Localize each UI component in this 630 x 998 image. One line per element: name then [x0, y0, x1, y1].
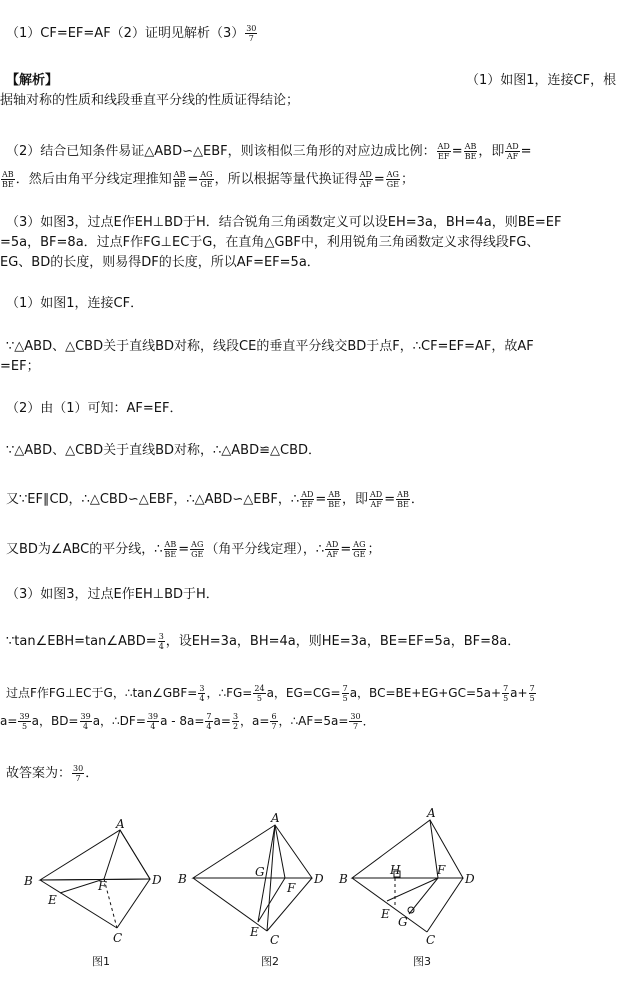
analysis-1-right: （1）如图1，连接CF，根	[466, 73, 617, 88]
figure-2	[193, 825, 312, 931]
label-h-fig3: H	[390, 863, 401, 877]
frac-ag-ge: $\frac{AG}{GE}$	[200, 170, 213, 189]
solution-1-head: （1）如图1，连接CF．	[6, 296, 144, 311]
label-b-fig2: B	[178, 872, 187, 886]
frac-ab-be-2: $\frac{AB}{BE}$	[2, 170, 14, 189]
solution-3-head: （3）如图3，过点E作EH⊥BD于H．	[6, 587, 219, 602]
solution-2-line3: 又BD为∠ABC的平分线，∴ $\frac{AB}{BE}$ = $\frac{AG}{GE}$ （角平分线定理），∴ $\frac{AD}{AF}$ = $\frac{AG}{GE}$ ；	[6, 540, 381, 559]
label-b-fig1: B	[24, 874, 33, 888]
label-f-fig2: F	[287, 881, 296, 895]
frac-ab-be: $\frac{AB}{BE}$	[464, 142, 477, 161]
analysis-3-line2: =5a，BF=8a．过点F作FG⊥EC于G，在直角△GBF中，利用锐角三角函数定义求得线段FG、	[0, 235, 540, 250]
label-g-fig3: G	[398, 915, 408, 929]
analysis-3-line3: EG、BD的长度，则易得DF的长度，所以AF=EF=5a．	[0, 255, 320, 270]
analysis-3-line1: （3）如图3，过点E作EH⊥BD于H．结合锐角三角函数定义可以设EH=3a，BH=4a，则BE=EF	[6, 215, 562, 230]
solution-1-line2: =EF；	[0, 359, 40, 374]
label-d-fig2: D	[314, 872, 324, 886]
solution-1-line1: ∵△ABD、△CBD关于直线BD对称，线段CE的垂直平分线交BD于点F，∴CF=EF=AF，故AF	[6, 339, 534, 354]
solution-3-line3: a= $\frac{39}{5}$ a，BD= $\frac{39}{4}$ a，∴DF= $\frac{39}{4}$ a - 8a= $\frac{7}{4}$ a= $\frac{3}{2}$ ，a= $\frac{6}{7}$ ，∴AF=5a= $\frac{30}{7}$ ．	[0, 712, 375, 731]
figure-1	[40, 830, 150, 928]
solution-3-line1: ∵tan∠EBH=tan∠ABD= $\frac{3}{4}$ ，设EH=3a，BH=4a，则HE=3a，BE=EF=5a，BF=8a．	[6, 632, 521, 651]
caption-fig1: 图1	[92, 955, 110, 968]
label-b-fig3: B	[339, 872, 348, 886]
frac-ad-ef: $\frac{AD}{EF}$	[437, 142, 450, 161]
label-c-fig3: C	[426, 933, 436, 947]
label-d-fig1: D	[152, 873, 162, 887]
label-e-fig1: E	[48, 893, 57, 907]
label-c-fig2: C	[270, 933, 280, 947]
solution-2-line1: ∵△ABD、△CBD关于直线BD对称，∴△ABD≌△CBD．	[6, 443, 322, 458]
solution-2-line2: 又∵EF∥CD，∴△CBD∽△EBF，∴△ABD∽△EBF，∴ $\frac{AD}{EF}$ = $\frac{AB}{BE}$ ，即 $\frac{AD}{AF}$ = $\frac{AB}{BE}$ ．	[6, 490, 424, 509]
caption-fig3: 图3	[413, 955, 431, 968]
label-f-fig1: F	[98, 879, 107, 893]
label-e-fig3: E	[381, 907, 390, 921]
final-answer: 故答案为： $\frac{30}{7}$ ．	[6, 764, 99, 783]
analysis-1-left: 据轴对称的性质和线段垂直平分线的性质证得结论；	[0, 93, 300, 108]
label-a-fig1: A	[116, 817, 125, 831]
analysis-heading: 【解析】	[6, 73, 59, 88]
analysis-2-line2: $\frac{AB}{BE}$ ．然后由角平分线定理推知 $\frac{AB}{BE}$ = $\frac{AG}{GE}$ ，所以根据等量代换证得 $\frac{AD}{AF}$ = $\frac{AG}{GE}$ ；	[2, 170, 414, 189]
label-c-fig1: C	[113, 931, 123, 945]
label-e-fig2: E	[250, 925, 259, 939]
label-a-fig2: A	[271, 811, 280, 825]
label-f-fig3: F	[437, 863, 446, 877]
caption-fig2: 图2	[261, 955, 279, 968]
solution-2-head: （2）由（1）可知：AF=EF．	[6, 401, 183, 416]
label-a-fig3: A	[427, 806, 436, 820]
label-g-fig2: G	[255, 865, 265, 879]
frac-ad-af: $\frac{AD}{AF}$	[506, 142, 519, 161]
answer-line: （1）CF=EF=AF（2）证明见解析（3） $\frac{30}{7}$	[6, 24, 257, 43]
analysis-2-line1: （2）结合已知条件易证△ABD∽△EBF，则该相似三角形的对应边成比例： $\frac{AD}{EF}$ = $\frac{AB}{BE}$ ，即 $\frac{AD}{AF}$ =	[6, 142, 532, 161]
label-d-fig3: D	[465, 872, 475, 886]
figures	[0, 800, 630, 998]
solution-3-line2: 过点F作FG⊥EC于G，∴tan∠GBF= $\frac{3}{4}$ ，∴FG= $\frac{24}{5}$ a，EG=CG= $\frac{7}{5}$ a，BC=BE+EG+GC=5a+ $\frac{7}{5}$ a+ $\frac{7}{5}$	[6, 684, 535, 703]
answer-fraction: $\frac{30}{7}$	[246, 24, 257, 43]
